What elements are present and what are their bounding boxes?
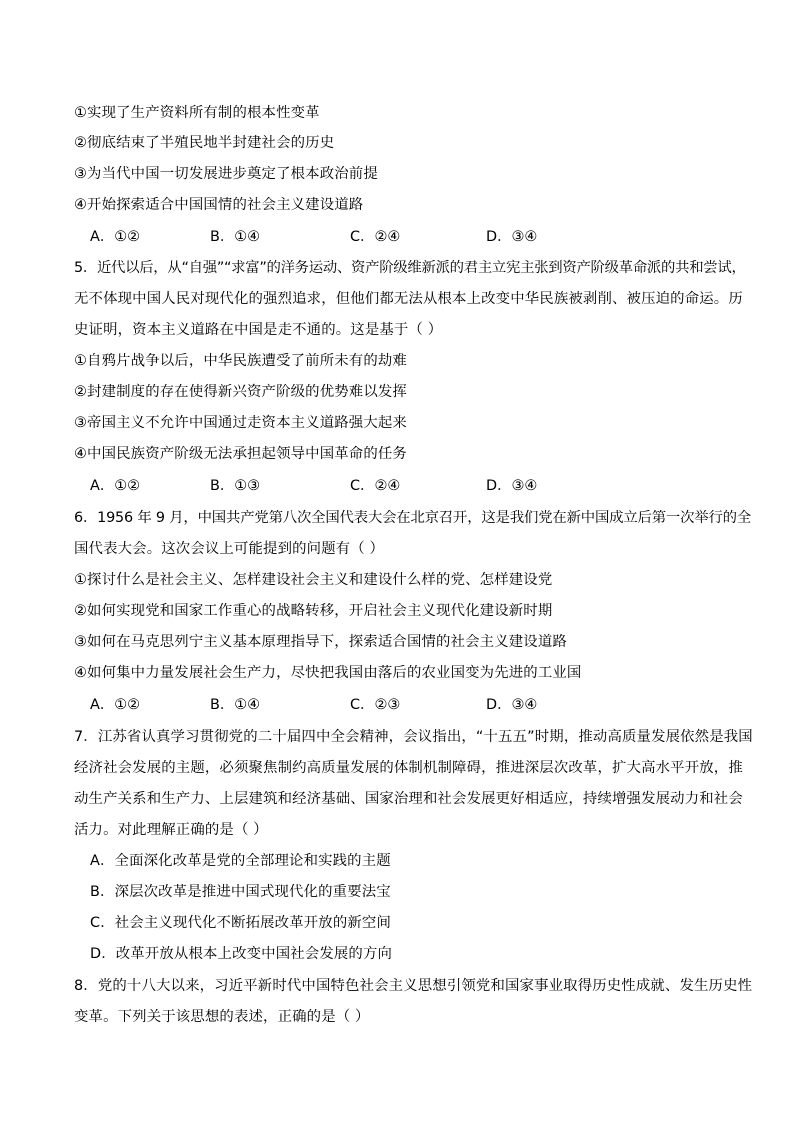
q5-stem-line-2: 无不体现中国人民对现代化的强烈追求，但他们都无法从根本上改变中华民族被剥削、被压迫的命运。历 <box>74 291 743 307</box>
q4-choices <box>90 227 650 247</box>
q6-option-3: ③如何在马克思列宁主义基本原理指导下，探索适合国情的社会主义建设道路 <box>74 634 567 650</box>
q7-stem-line-1: 7．江苏省认真学习贯彻党的二十届四中全会精神，会议指出，“十五五”时期，推动高质量发展依然是我国 <box>74 729 753 745</box>
q7-stem-line-2: 经济社会发展的主题，必须聚焦制约高质量发展的体制机制障碍，推进深层次改革，扩大高水平开放，推 <box>74 760 743 776</box>
q6-choice-a: A．①② <box>90 697 141 713</box>
q7-stem-line-4: 活力。对此理解正确的是（ ） <box>74 822 268 838</box>
q5-choice-c: C．②④ <box>350 478 401 494</box>
q6-choices <box>90 695 650 715</box>
q7-option-a: A．全面深化改革是党的全部理论和实践的主题 <box>90 853 391 869</box>
q6-stem-line-1: 6．1956 年 9 月，中国共产党第八次全国代表大会在北京召开，这是我们党在新中国成立后第一次举行的全 <box>74 510 752 526</box>
q7-option-b: B．深层次改革是推进中国式现代化的重要法宝 <box>90 884 391 900</box>
q5-choice-a: A．①② <box>90 478 141 494</box>
q8-stem-line-2: 变革。下列关于该思想的表述，正确的是（ ） <box>74 1009 370 1025</box>
q4-choice-c: C．②④ <box>350 229 401 245</box>
q6-choice-d: D．③④ <box>486 697 538 713</box>
q5-stem-line-1: 5．近代以后，从“自强”“求富”的洋务运动、资产阶级维新派的君主立宪主张到资产阶级革命派的共和尝试， <box>74 260 746 276</box>
q6-choice-c: C．②③ <box>350 697 401 713</box>
q4-choice-a: A．①② <box>90 229 141 245</box>
q5-option-1: ①自鸦片战争以后，中华民族遭受了前所未有的劫难 <box>74 353 407 369</box>
q5-option-2: ②封建制度的存在使得新兴资产阶级的优势难以发挥 <box>74 384 407 400</box>
q6-option-1: ①探讨什么是社会主义、怎样建设社会主义和建设什么样的党、怎样建设党 <box>74 572 553 588</box>
q5-choice-d: D．③④ <box>486 478 538 494</box>
q5-option-3: ③帝国主义不允许中国通过走资本主义道路强大起来 <box>74 415 407 431</box>
q5-option-4: ④中国民族资产阶级无法承担起领导中国革命的任务 <box>74 446 407 462</box>
q5-choice-b: B．①③ <box>210 478 261 494</box>
q4-option-2: ②彻底结束了半殖民地半封建社会的历史 <box>74 135 335 151</box>
q4-option-3: ③为当代中国一切发展进步奠定了根本政治前提 <box>74 166 378 182</box>
q7-option-c: C．社会主义现代化不断拓展改革开放的新空间 <box>90 915 392 931</box>
q8-stem-line-1: 8．党的十八大以来，习近平新时代中国特色社会主义思想引领党和国家事业取得历史性成就、发生历史性 <box>74 978 753 994</box>
q5-choices <box>90 476 650 496</box>
q4-choice-b: B．①④ <box>210 229 261 245</box>
q6-stem-line-2: 国代表大会。这次会议上可能提到的问题有（ ） <box>74 541 385 557</box>
q5-stem-line-3: 史证明，资本主义道路在中国是走不通的。这是基于（ ） <box>74 322 443 338</box>
q4-choice-d: D．③④ <box>486 229 538 245</box>
q7-option-d: D．改革开放从根本上改变中国社会发展的方向 <box>90 946 393 962</box>
q4-option-4: ④开始探索适合中国国情的社会主义建设道路 <box>74 197 364 213</box>
q6-option-4: ④如何集中力量发展社会生产力，尽快把我国由落后的农业国变为先进的工业国 <box>74 665 582 681</box>
q7-stem-line-3: 动生产关系和生产力、上层建筑和经济基础、国家治理和社会发展更好相适应，持续增强发展动力和社会 <box>74 791 743 807</box>
q6-choice-b: B．①④ <box>210 697 261 713</box>
q6-option-2: ②如何实现党和国家工作重心的战略转移，开启社会主义现代化建设新时期 <box>74 603 553 619</box>
q4-option-1: ①实现了生产资料所有制的根本性变革 <box>74 105 320 121</box>
